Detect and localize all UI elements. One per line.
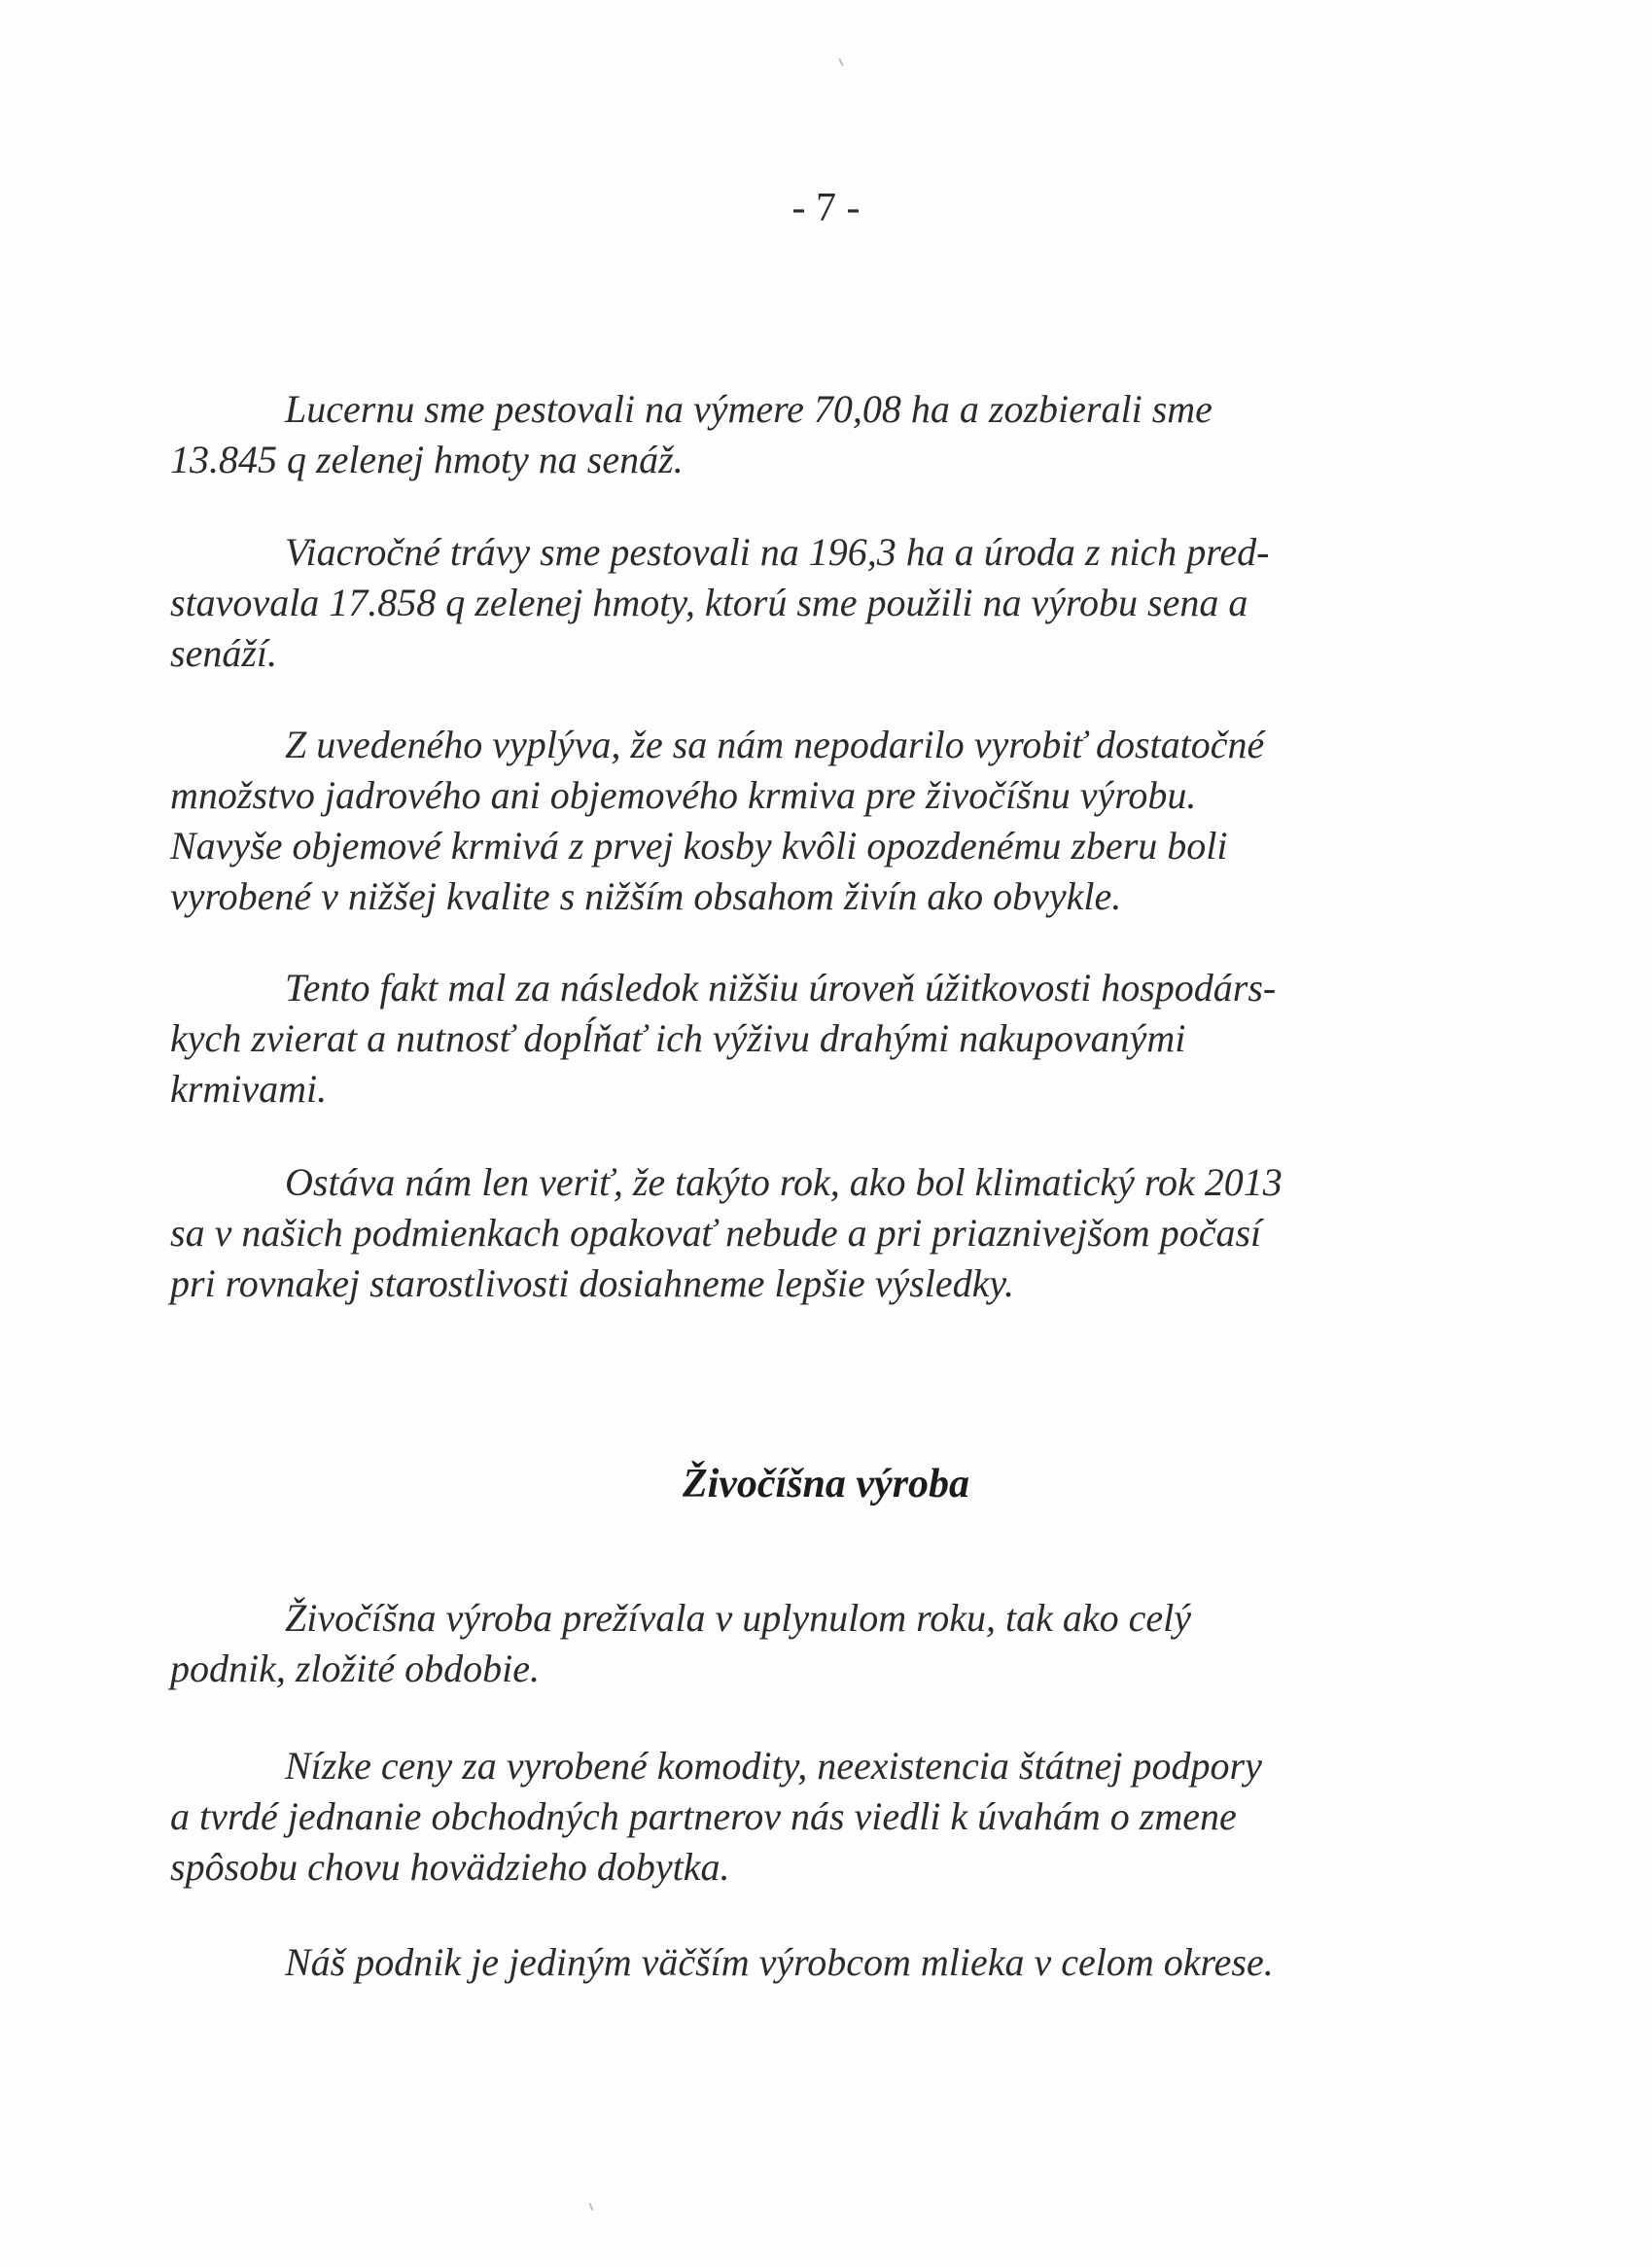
text-line: Nízke ceny za vyrobené komodity, neexistencia štátnej podpory bbox=[285, 1744, 1262, 1788]
scan-speck bbox=[838, 58, 843, 66]
text-line: sa v našich podmienkach opakovať nebude a pri priaznivejšom počasí bbox=[170, 1211, 1262, 1255]
text-line: pri rovnakej starostlivosti dosiahneme lepšie výsledky. bbox=[170, 1261, 1014, 1305]
text-line: a tvrdé jednanie obchodných partnerov nás viedli k úvahám o zmene bbox=[170, 1794, 1237, 1838]
paragraph-nizke-ceny bbox=[170, 1741, 1424, 1893]
text-line: kych zvierat a nutnosť dopĺňať ich výživu drahými nakupovanými bbox=[170, 1016, 1186, 1060]
text-line: Lucernu sme pestovali na výmere 70,08 ha a zozbierali sme bbox=[285, 387, 1213, 431]
text-line: spôsobu chovu hovädzieho dobytka. bbox=[170, 1845, 730, 1889]
section-heading: Živočíšna výroba bbox=[682, 1462, 970, 1506]
paragraph-zivocisna-vyroba bbox=[170, 1593, 1424, 1694]
text-line: 13.845 q zelenej hmoty na senáž. bbox=[170, 438, 684, 481]
text-line: Živočíšna výroba prežívala v uplynulom roku, tak ako celý bbox=[285, 1596, 1191, 1640]
text-line: Z uvedeného vyplýva, že sa nám nepodarilo vyrobiť dostatočné bbox=[285, 723, 1265, 766]
text-line: stavovala 17.858 q zelenej hmoty, ktorú sme použili na výrobu sena a bbox=[170, 581, 1248, 624]
paragraph-z-uvedeneho bbox=[170, 720, 1424, 922]
text-line: Tento fakt mal za následok nižšiu úroveň úžitkovosti hospodárs- bbox=[285, 966, 1277, 1010]
text-line: podnik, zložité obdobie. bbox=[170, 1647, 540, 1690]
paragraph-lucerna bbox=[170, 384, 1424, 485]
paragraph-ostava-nam bbox=[170, 1157, 1424, 1309]
paragraph-nas-podnik bbox=[170, 1937, 1424, 1988]
text-line: vyrobené v nižšej kvalite s nižším obsahom živín ako obvykle. bbox=[170, 874, 1122, 918]
text-line: Ostáva nám len veriť, že takýto rok, ako bol klimatický rok 2013 bbox=[285, 1160, 1283, 1204]
text-line: množstvo jadrového ani objemového krmiva pre živočíšnu výrobu. bbox=[170, 773, 1197, 817]
text-line: senáží. bbox=[170, 631, 277, 675]
text-line: Náš podnik je jediným väčším výrobcom mlieka v celom okrese. bbox=[285, 1940, 1274, 1984]
paragraph-tento-fakt bbox=[170, 963, 1424, 1115]
text-line: Navyše objemové krmivá z prvej kosby kvôli opozdenému zberu boli bbox=[170, 824, 1228, 868]
scan-speck bbox=[588, 2203, 593, 2211]
paragraph-viacrocne-travy bbox=[170, 527, 1424, 679]
text-line: Viacročné trávy sme pestovali na 196,3 ha a úroda z nich pred- bbox=[285, 530, 1270, 574]
page-number: - 7 - bbox=[791, 186, 861, 230]
text-line: krmivami. bbox=[170, 1067, 328, 1111]
